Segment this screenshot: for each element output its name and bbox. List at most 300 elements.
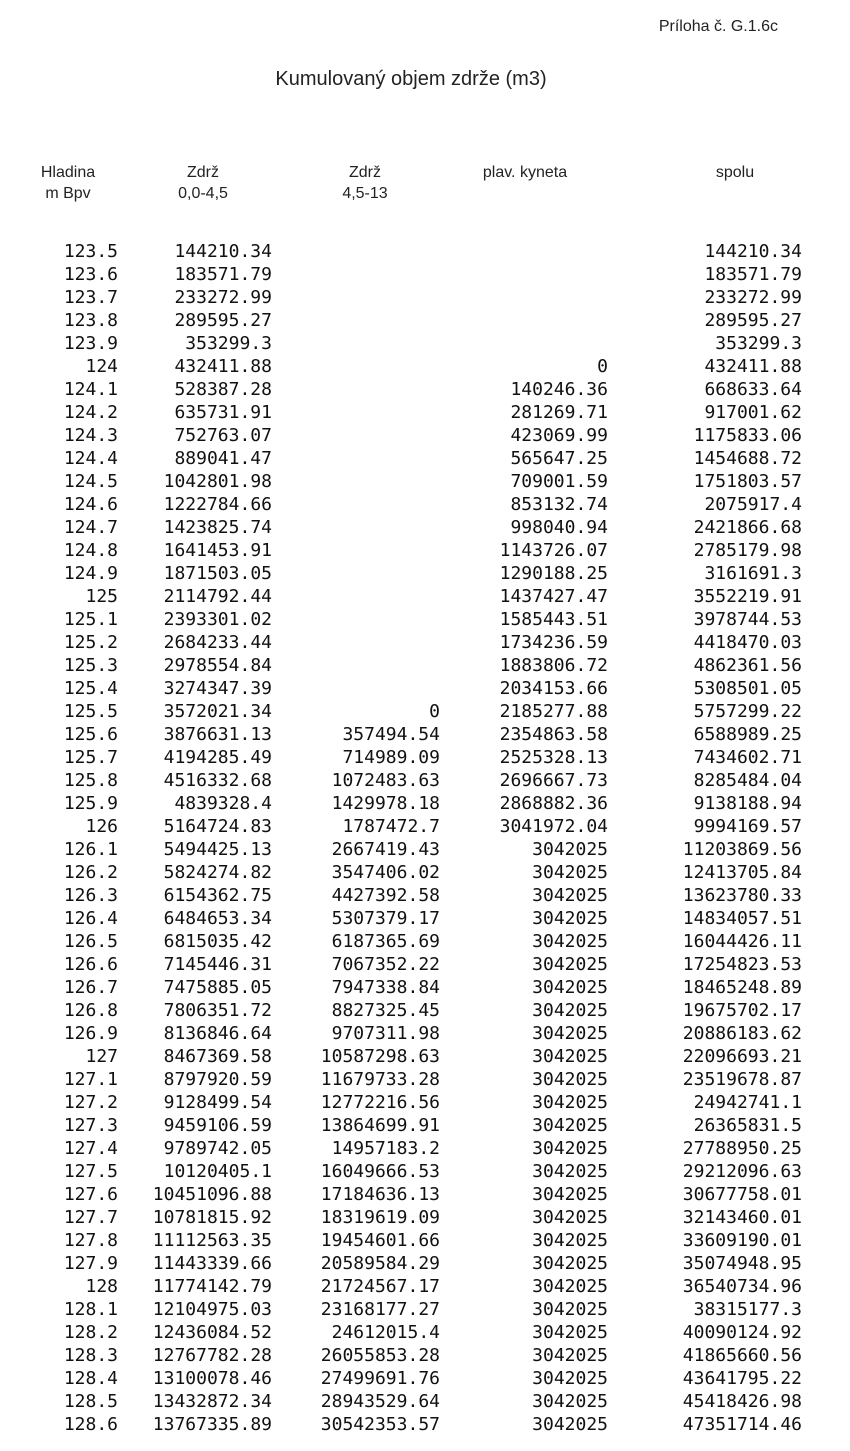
total-cell: 9994169.57 <box>693 816 802 837</box>
reservoir-1-cell: 432411.88 <box>174 356 272 377</box>
reservoir-2-cell: 26055853.28 <box>320 1345 440 1366</box>
reservoir-1-cell: 6154362.75 <box>163 885 272 906</box>
reservoir-1-cell: 9789742.05 <box>163 1138 272 1159</box>
reservoir-2-cell: 6187365.69 <box>331 931 440 952</box>
level-cell: 125.8 <box>63 770 118 791</box>
level-cell: 125.2 <box>63 632 118 653</box>
reservoir-1-cell: 13100078.46 <box>152 1368 272 1389</box>
total-cell: 8285484.04 <box>693 770 802 791</box>
reservoir-1-cell: 4194285.49 <box>163 747 272 768</box>
level-cell: 125 <box>85 586 118 607</box>
canal-cell: 1437427.47 <box>499 586 608 607</box>
total-cell: 3161691.3 <box>704 563 802 584</box>
level-cell: 124.1 <box>63 379 118 400</box>
table-row <box>0 1160 850 1183</box>
table-row <box>0 1298 850 1321</box>
canal-cell: 1883806.72 <box>499 655 608 676</box>
canal-cell: 1585443.51 <box>499 609 608 630</box>
total-cell: 668633.64 <box>704 379 802 400</box>
reservoir-1-cell: 1222784.66 <box>163 494 272 515</box>
level-cell: 125.4 <box>63 678 118 699</box>
total-cell: 144210.34 <box>704 241 802 262</box>
level-cell: 127.7 <box>63 1207 118 1228</box>
reservoir-2-cell: 0 <box>429 701 440 722</box>
reservoir-1-cell: 6484653.34 <box>163 908 272 929</box>
total-cell: 11203869.56 <box>682 839 802 860</box>
level-cell: 124.7 <box>63 517 118 538</box>
total-cell: 353299.3 <box>715 333 802 354</box>
total-cell: 13623780.33 <box>682 885 802 906</box>
header-canal <box>460 162 590 183</box>
canal-cell: 3042025 <box>532 1000 608 1021</box>
reservoir-2-cell: 27499691.76 <box>320 1368 440 1389</box>
table-row <box>0 907 850 930</box>
reservoir-2-cell: 7067352.22 <box>331 954 440 975</box>
canal-cell: 3042025 <box>532 1046 608 1067</box>
total-cell: 2421866.68 <box>693 517 802 538</box>
table-row <box>0 1068 850 1091</box>
level-cell: 128.3 <box>63 1345 118 1366</box>
canal-cell: 1734236.59 <box>499 632 608 653</box>
total-cell: 20886183.62 <box>682 1023 802 1044</box>
level-cell: 128.5 <box>63 1391 118 1412</box>
table-row <box>0 815 850 838</box>
total-cell: 35074948.95 <box>682 1253 802 1274</box>
total-cell: 1751803.57 <box>693 471 802 492</box>
reservoir-2-cell: 30542353.57 <box>320 1414 440 1435</box>
header-reservoir-2-line: 4,5-13 <box>342 185 388 202</box>
level-cell: 125.9 <box>63 793 118 814</box>
reservoir-1-cell: 289595.27 <box>174 310 272 331</box>
reservoir-2-cell: 20589584.29 <box>320 1253 440 1274</box>
canal-cell: 3042025 <box>532 1069 608 1090</box>
total-cell: 12413705.84 <box>682 862 802 883</box>
table-row <box>0 309 850 332</box>
total-cell: 29212096.63 <box>682 1161 802 1182</box>
level-cell: 125.6 <box>63 724 118 745</box>
canal-cell: 140246.36 <box>510 379 608 400</box>
total-cell: 5308501.05 <box>693 678 802 699</box>
reservoir-1-cell: 889041.47 <box>174 448 272 469</box>
reservoir-2-cell: 12772216.56 <box>320 1092 440 1113</box>
reservoir-2-cell: 1787472.7 <box>342 816 440 837</box>
reservoir-1-cell: 12104975.03 <box>152 1299 272 1320</box>
level-cell: 125.1 <box>63 609 118 630</box>
canal-cell: 3042025 <box>532 1161 608 1182</box>
reservoir-1-cell: 5164724.83 <box>163 816 272 837</box>
level-cell: 125.5 <box>63 701 118 722</box>
level-cell: 123.7 <box>63 287 118 308</box>
level-cell: 124 <box>85 356 118 377</box>
total-cell: 41865660.56 <box>682 1345 802 1366</box>
header-level-line: Hladina <box>40 164 96 181</box>
canal-cell: 3042025 <box>532 1230 608 1251</box>
canal-cell: 3042025 <box>532 862 608 883</box>
reservoir-1-cell: 183571.79 <box>174 264 272 285</box>
canal-cell: 1290188.25 <box>499 563 608 584</box>
header-reservoir-2 <box>310 162 420 204</box>
reservoir-1-cell: 752763.07 <box>174 425 272 446</box>
table-row <box>0 263 850 286</box>
level-cell: 127.5 <box>63 1161 118 1182</box>
canal-cell: 3042025 <box>532 885 608 906</box>
level-cell: 127.1 <box>63 1069 118 1090</box>
canal-cell: 2525328.13 <box>499 747 608 768</box>
header-reservoir-1 <box>148 162 258 204</box>
reservoir-1-cell: 10451096.88 <box>152 1184 272 1205</box>
table-row <box>0 746 850 769</box>
reservoir-2-cell: 11679733.28 <box>320 1069 440 1090</box>
table-row <box>0 1022 850 1045</box>
total-cell: 18465248.89 <box>682 977 802 998</box>
level-cell: 123.9 <box>63 333 118 354</box>
level-cell: 125.3 <box>63 655 118 676</box>
canal-cell: 3042025 <box>532 839 608 860</box>
reservoir-2-cell: 9707311.98 <box>331 1023 440 1044</box>
total-cell: 289595.27 <box>704 310 802 331</box>
reservoir-1-cell: 233272.99 <box>174 287 272 308</box>
reservoir-1-cell: 11112563.35 <box>152 1230 272 1251</box>
canal-cell: 2185277.88 <box>499 701 608 722</box>
reservoir-2-cell: 7947338.84 <box>331 977 440 998</box>
reservoir-2-cell: 28943529.64 <box>320 1391 440 1412</box>
volume-table <box>0 240 850 1436</box>
total-cell: 5757299.22 <box>693 701 802 722</box>
reservoir-1-cell: 2978554.84 <box>163 655 272 676</box>
reservoir-1-cell: 3572021.34 <box>163 701 272 722</box>
level-cell: 128.6 <box>63 1414 118 1435</box>
table-row <box>0 999 850 1022</box>
level-cell: 127.8 <box>63 1230 118 1251</box>
reservoir-1-cell: 10120405.1 <box>163 1161 272 1182</box>
total-cell: 7434602.71 <box>693 747 802 768</box>
level-cell: 126.4 <box>63 908 118 929</box>
reservoir-1-cell: 8136846.64 <box>163 1023 272 1044</box>
total-cell: 26365831.5 <box>693 1115 802 1136</box>
table-row <box>0 516 850 539</box>
reservoir-1-cell: 11443339.66 <box>152 1253 272 1274</box>
reservoir-1-cell: 6815035.42 <box>163 931 272 952</box>
total-cell: 27788950.25 <box>682 1138 802 1159</box>
canal-cell: 3042025 <box>532 1299 608 1320</box>
total-cell: 32143460.01 <box>682 1207 802 1228</box>
total-cell: 38315177.3 <box>693 1299 802 1320</box>
canal-cell: 1143726.07 <box>499 540 608 561</box>
table-row <box>0 493 850 516</box>
reservoir-1-cell: 1641453.91 <box>163 540 272 561</box>
total-cell: 1175833.06 <box>693 425 802 446</box>
canal-cell: 3042025 <box>532 1345 608 1366</box>
level-cell: 126.2 <box>63 862 118 883</box>
reservoir-1-cell: 7806351.72 <box>163 1000 272 1021</box>
reservoir-2-cell: 23168177.27 <box>320 1299 440 1320</box>
reservoir-1-cell: 9459106.59 <box>163 1115 272 1136</box>
canal-cell: 3042025 <box>532 1207 608 1228</box>
table-row <box>0 884 850 907</box>
total-cell: 40090124.92 <box>682 1322 802 1343</box>
reservoir-1-cell: 3274347.39 <box>163 678 272 699</box>
total-cell: 3552219.91 <box>693 586 802 607</box>
reservoir-1-cell: 1042801.98 <box>163 471 272 492</box>
table-row <box>0 447 850 470</box>
header-level <box>18 162 118 204</box>
table-row <box>0 1206 850 1229</box>
canal-cell: 3042025 <box>532 1368 608 1389</box>
header-total <box>680 162 790 183</box>
level-cell: 126.6 <box>63 954 118 975</box>
level-cell: 126.1 <box>63 839 118 860</box>
table-row <box>0 1413 850 1436</box>
level-cell: 126.3 <box>63 885 118 906</box>
reservoir-2-cell: 13864699.91 <box>320 1115 440 1136</box>
canal-cell: 3042025 <box>532 1092 608 1113</box>
reservoir-1-cell: 9128499.54 <box>163 1092 272 1113</box>
table-row <box>0 1390 850 1413</box>
reservoir-1-cell: 353299.3 <box>185 333 272 354</box>
reservoir-1-cell: 8467369.58 <box>163 1046 272 1067</box>
reservoir-1-cell: 4516332.68 <box>163 770 272 791</box>
reservoir-2-cell: 8827325.45 <box>331 1000 440 1021</box>
level-cell: 127.6 <box>63 1184 118 1205</box>
table-row <box>0 677 850 700</box>
total-cell: 45418426.98 <box>682 1391 802 1412</box>
reservoir-2-cell: 1072483.63 <box>331 770 440 791</box>
level-cell: 127.9 <box>63 1253 118 1274</box>
header-reservoir-2-line: Zdrž <box>349 164 381 181</box>
reservoir-2-cell: 14957183.2 <box>331 1138 440 1159</box>
level-cell: 123.6 <box>63 264 118 285</box>
table-row <box>0 539 850 562</box>
attachment-label: Príloha č. G.1.6c <box>658 18 778 35</box>
level-cell: 124.2 <box>63 402 118 423</box>
table-row <box>0 654 850 677</box>
canal-cell: 853132.74 <box>510 494 608 515</box>
canal-cell: 709001.59 <box>510 471 608 492</box>
reservoir-1-cell: 2684233.44 <box>163 632 272 653</box>
total-cell: 233272.99 <box>704 287 802 308</box>
total-cell: 432411.88 <box>704 356 802 377</box>
canal-cell: 2868882.36 <box>499 793 608 814</box>
reservoir-2-cell: 24612015.4 <box>331 1322 440 1343</box>
total-cell: 16044426.11 <box>682 931 802 952</box>
header-reservoir-1-line: 0,0-4,5 <box>178 185 228 202</box>
canal-cell: 2034153.66 <box>499 678 608 699</box>
reservoir-1-cell: 3876631.13 <box>163 724 272 745</box>
reservoir-1-cell: 635731.91 <box>174 402 272 423</box>
level-cell: 126.8 <box>63 1000 118 1021</box>
table-row <box>0 976 850 999</box>
header-level-line: m Bpv <box>45 185 91 202</box>
total-cell: 43641795.22 <box>682 1368 802 1389</box>
canal-cell: 3042025 <box>532 1414 608 1435</box>
reservoir-2-cell: 714989.09 <box>342 747 440 768</box>
table-row <box>0 332 850 355</box>
total-cell: 6588989.25 <box>693 724 802 745</box>
total-cell: 23519678.87 <box>682 1069 802 1090</box>
table-row <box>0 1321 850 1344</box>
level-cell: 123.8 <box>63 310 118 331</box>
level-cell: 126.9 <box>63 1023 118 1044</box>
table-row <box>0 378 850 401</box>
level-cell: 128.1 <box>63 1299 118 1320</box>
reservoir-1-cell: 1423825.74 <box>163 517 272 538</box>
reservoir-2-cell: 21724567.17 <box>320 1276 440 1297</box>
reservoir-1-cell: 12436084.52 <box>152 1322 272 1343</box>
canal-cell: 565647.25 <box>510 448 608 469</box>
reservoir-1-cell: 4839328.4 <box>174 793 272 814</box>
reservoir-1-cell: 5824274.82 <box>163 862 272 883</box>
table-row <box>0 562 850 585</box>
total-cell: 4862361.56 <box>693 655 802 676</box>
reservoir-1-cell: 7145446.31 <box>163 954 272 975</box>
table-row <box>0 792 850 815</box>
table-row <box>0 1045 850 1068</box>
reservoir-2-cell: 1429978.18 <box>331 793 440 814</box>
total-cell: 17254823.53 <box>682 954 802 975</box>
reservoir-1-cell: 7475885.05 <box>163 977 272 998</box>
reservoir-1-cell: 2393301.02 <box>163 609 272 630</box>
table-row <box>0 355 850 378</box>
reservoir-2-cell: 5307379.17 <box>331 908 440 929</box>
reservoir-2-cell: 2667419.43 <box>331 839 440 860</box>
level-cell: 124.8 <box>63 540 118 561</box>
canal-cell: 3041972.04 <box>499 816 608 837</box>
total-cell: 19675702.17 <box>682 1000 802 1021</box>
total-cell: 2075917.4 <box>704 494 802 515</box>
canal-cell: 3042025 <box>532 1276 608 1297</box>
reservoir-1-cell: 13767335.89 <box>152 1414 272 1435</box>
level-cell: 124.9 <box>63 563 118 584</box>
canal-cell: 3042025 <box>532 931 608 952</box>
level-cell: 125.7 <box>63 747 118 768</box>
reservoir-1-cell: 8797920.59 <box>163 1069 272 1090</box>
level-cell: 124.3 <box>63 425 118 446</box>
table-row <box>0 286 850 309</box>
level-cell: 126 <box>85 816 118 837</box>
level-cell: 127.2 <box>63 1092 118 1113</box>
reservoir-2-cell: 19454601.66 <box>320 1230 440 1251</box>
header-reservoir-1-line: Zdrž <box>187 164 219 181</box>
reservoir-1-cell: 11774142.79 <box>152 1276 272 1297</box>
table-row <box>0 700 850 723</box>
total-cell: 33609190.01 <box>682 1230 802 1251</box>
canal-cell: 423069.99 <box>510 425 608 446</box>
table-row <box>0 424 850 447</box>
total-cell: 36540734.96 <box>682 1276 802 1297</box>
table-row <box>0 1367 850 1390</box>
table-row <box>0 1275 850 1298</box>
reservoir-1-cell: 528387.28 <box>174 379 272 400</box>
total-cell: 14834057.51 <box>682 908 802 929</box>
table-row <box>0 1344 850 1367</box>
total-cell: 917001.62 <box>704 402 802 423</box>
table-row <box>0 953 850 976</box>
level-cell: 124.4 <box>63 448 118 469</box>
level-cell: 128 <box>85 1276 118 1297</box>
level-cell: 127.3 <box>63 1115 118 1136</box>
total-cell: 183571.79 <box>704 264 802 285</box>
canal-cell: 3042025 <box>532 908 608 929</box>
canal-cell: 3042025 <box>532 1115 608 1136</box>
total-cell: 22096693.21 <box>682 1046 802 1067</box>
header-canal-line: plav. kyneta <box>482 164 568 181</box>
level-cell: 127.4 <box>63 1138 118 1159</box>
table-row <box>0 723 850 746</box>
reservoir-2-cell: 4427392.58 <box>331 885 440 906</box>
reservoir-2-cell: 357494.54 <box>342 724 440 745</box>
reservoir-1-cell: 144210.34 <box>174 241 272 262</box>
total-cell: 24942741.1 <box>693 1092 802 1113</box>
canal-cell: 3042025 <box>532 977 608 998</box>
reservoir-1-cell: 1871503.05 <box>163 563 272 584</box>
table-row <box>0 1137 850 1160</box>
page-title: Kumulovaný objem zdrže (m3) <box>275 68 547 90</box>
reservoir-1-cell: 10781815.92 <box>152 1207 272 1228</box>
canal-cell: 3042025 <box>532 1322 608 1343</box>
canal-cell: 3042025 <box>532 1253 608 1274</box>
reservoir-1-cell: 2114792.44 <box>163 586 272 607</box>
table-row <box>0 1183 850 1206</box>
canal-cell: 3042025 <box>532 1391 608 1412</box>
reservoir-1-cell: 5494425.13 <box>163 839 272 860</box>
canal-cell: 998040.94 <box>510 517 608 538</box>
canal-cell: 3042025 <box>532 1023 608 1044</box>
table-row <box>0 1229 850 1252</box>
table-row <box>0 769 850 792</box>
table-row <box>0 930 850 953</box>
total-cell: 9138188.94 <box>693 793 802 814</box>
table-row <box>0 1252 850 1275</box>
table-row <box>0 631 850 654</box>
reservoir-1-cell: 12767782.28 <box>152 1345 272 1366</box>
canal-cell: 3042025 <box>532 1138 608 1159</box>
total-cell: 4418470.03 <box>693 632 802 653</box>
table-row <box>0 401 850 424</box>
table-row <box>0 240 850 263</box>
canal-cell: 3042025 <box>532 1184 608 1205</box>
reservoir-2-cell: 18319619.09 <box>320 1207 440 1228</box>
level-cell: 128.2 <box>63 1322 118 1343</box>
header-total-line: spolu <box>715 164 755 181</box>
reservoir-2-cell: 3547406.02 <box>331 862 440 883</box>
total-cell: 47351714.46 <box>682 1414 802 1435</box>
level-cell: 127 <box>85 1046 118 1067</box>
total-cell: 3978744.53 <box>693 609 802 630</box>
canal-cell: 0 <box>597 356 608 377</box>
level-cell: 128.4 <box>63 1368 118 1389</box>
canal-cell: 3042025 <box>532 954 608 975</box>
reservoir-1-cell: 13432872.34 <box>152 1391 272 1412</box>
level-cell: 124.6 <box>63 494 118 515</box>
table-row <box>0 1091 850 1114</box>
level-cell: 124.5 <box>63 471 118 492</box>
total-cell: 1454688.72 <box>693 448 802 469</box>
table-row <box>0 470 850 493</box>
canal-cell: 2354863.58 <box>499 724 608 745</box>
level-cell: 126.7 <box>63 977 118 998</box>
table-row <box>0 608 850 631</box>
table-row <box>0 1114 850 1137</box>
level-cell: 123.5 <box>63 241 118 262</box>
table-row <box>0 585 850 608</box>
total-cell: 30677758.01 <box>682 1184 802 1205</box>
canal-cell: 2696667.73 <box>499 770 608 791</box>
reservoir-2-cell: 10587298.63 <box>320 1046 440 1067</box>
reservoir-2-cell: 16049666.53 <box>320 1161 440 1182</box>
table-row <box>0 861 850 884</box>
canal-cell: 281269.71 <box>510 402 608 423</box>
table-row <box>0 838 850 861</box>
